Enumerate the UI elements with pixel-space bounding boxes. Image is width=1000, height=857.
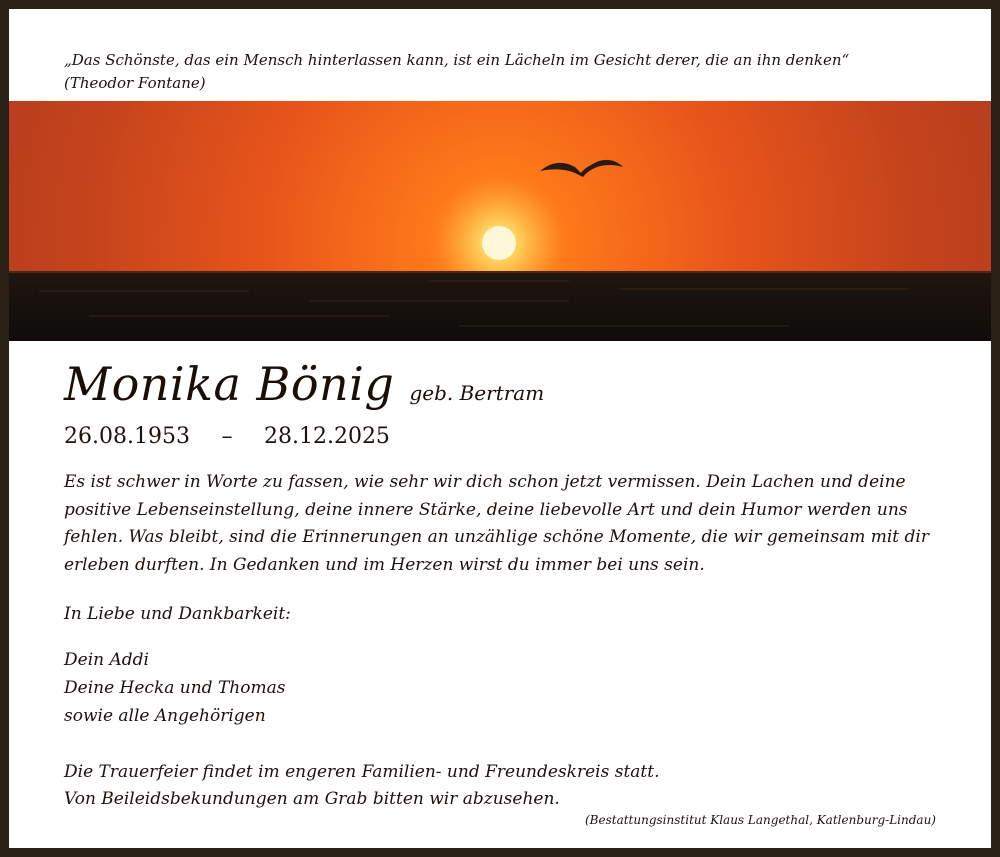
signers-list bbox=[64, 646, 285, 730]
deceased-name-row bbox=[64, 354, 544, 414]
memorial-text-line: erleben durften. In Gedanken und im Herzen wirst du immer bei uns sein. bbox=[64, 554, 705, 575]
sunset-banner-image bbox=[9, 101, 991, 341]
quote-author: (Theodor Fontane) bbox=[64, 74, 206, 92]
life-dates bbox=[64, 422, 390, 452]
sunset-illustration bbox=[9, 101, 991, 341]
birth-date: 26.08.1953 bbox=[64, 424, 190, 449]
sun-icon bbox=[482, 226, 516, 260]
death-date: 28.12.2025 bbox=[263, 424, 390, 449]
undertaker-credit: (Bestattungsinstitut Klaus Langethal, Katlenburg-Lindau) bbox=[585, 813, 936, 827]
memorial-text-line: positive Lebenseinstellung, deine innere Stärke, deine liebevolle Art und dein Humor werden uns bbox=[64, 499, 908, 520]
date-separator: – bbox=[221, 424, 233, 449]
maiden-name: geb. Bertram bbox=[409, 381, 545, 405]
signer: Deine Hecka und Thomas bbox=[64, 678, 286, 698]
signer: Dein Addi bbox=[64, 650, 149, 670]
funeral-notice bbox=[64, 759, 659, 813]
memorial-text bbox=[64, 469, 964, 579]
quote-text: „Das Schönste, das ein Mensch hinterlassen kann, ist ein Lächeln im Gesicht derer, die an ihn denken“ bbox=[64, 51, 850, 69]
funeral-notice-line: Von Beileidsbekundungen am Grab bitten wir abzusehen. bbox=[64, 789, 560, 809]
memorial-text-line: fehlen. Was bleibt, sind die Erinnerungen an unzählige schöne Momente, die wir gemeinsam mit dir bbox=[64, 527, 929, 547]
signer: sowie alle Angehörigen bbox=[64, 706, 266, 726]
quote-block bbox=[64, 49, 964, 95]
memorial-text-line: Es ist schwer in Worte zu fassen, wie sehr wir dich schon jetzt vermissen. Dein Lachen und deine bbox=[64, 472, 906, 492]
deceased-name: Monika Bönig bbox=[64, 357, 395, 411]
funeral-notice-line: Die Trauerfeier findet im engeren Familien- und Freundeskreis statt. bbox=[64, 762, 660, 782]
regards-line: In Liebe und Dankbarkeit: bbox=[64, 604, 291, 624]
